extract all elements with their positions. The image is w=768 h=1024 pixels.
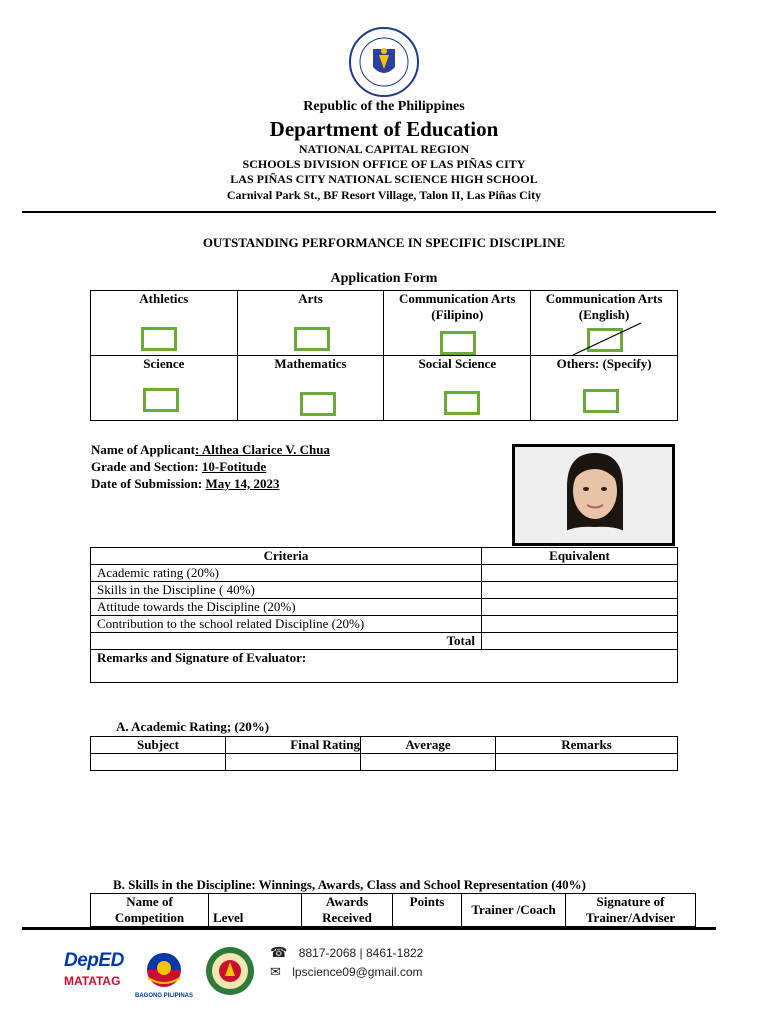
deped-matatag-logo: DepED MATATAG bbox=[64, 950, 124, 988]
subject-cell[interactable] bbox=[91, 754, 226, 771]
applicant-info bbox=[91, 441, 330, 492]
trainer-header: Trainer /Coach bbox=[462, 894, 566, 927]
table-row bbox=[91, 754, 678, 771]
category-table bbox=[90, 290, 678, 421]
points-header: Points bbox=[393, 894, 462, 927]
footer-divider bbox=[22, 927, 716, 930]
final-rating-header: Final Rating bbox=[226, 737, 361, 754]
category-comm-english: Communication Arts (English) bbox=[531, 291, 678, 356]
applicant-name-value: : Althea Clarice V. Chua bbox=[195, 442, 330, 457]
category-others: Others: (Specify) bbox=[531, 356, 678, 421]
submission-date-row: Date of Submission: May 14, 2023 bbox=[91, 476, 280, 491]
table-row: Contribution to the school related Discipline (20%) bbox=[91, 616, 678, 633]
category-social-science: Social Science bbox=[384, 356, 531, 421]
competition-header: Name of Competition bbox=[91, 894, 209, 927]
checkmark-slash-icon bbox=[571, 321, 643, 357]
equivalent-header: Equivalent bbox=[482, 548, 678, 565]
header-divider bbox=[22, 211, 716, 213]
grade-section-value: 10-Fotitude bbox=[201, 459, 267, 474]
athletics-checkbox[interactable] bbox=[141, 327, 177, 351]
address-line: Carnival Park St., BF Resort Village, Talon II, Las Piñas City bbox=[226, 188, 542, 202]
total-cell[interactable] bbox=[482, 633, 678, 650]
grade-section-row: Grade and Section: 10-Fotitude bbox=[91, 459, 267, 474]
category-comm-filipino: Communication Arts (Filipino) bbox=[384, 291, 531, 356]
equivalent-cell[interactable] bbox=[482, 599, 678, 616]
equivalent-cell[interactable] bbox=[482, 582, 678, 599]
applicant-photo bbox=[512, 444, 675, 546]
comm-filipino-checkbox[interactable] bbox=[440, 331, 476, 355]
criteria-table bbox=[90, 547, 678, 683]
phone-number: 8817-2068 | 8461-1822 bbox=[298, 946, 424, 960]
signature-header: Signature of Trainer/Adviser bbox=[566, 894, 696, 927]
category-mathematics: Mathematics bbox=[237, 356, 384, 421]
subject-header: Subject bbox=[91, 737, 226, 754]
school-line: LAS PIÑAS CITY NATIONAL SCIENCE HIGH SCHOOL bbox=[230, 172, 538, 186]
category-science: Science bbox=[91, 356, 238, 421]
section-b-title: B. Skills in the Discipline: Winnings, Awards, Class and School Representation (40%) bbox=[113, 877, 586, 892]
table-row: Academic rating (20%) bbox=[91, 565, 678, 582]
arts-checkbox[interactable] bbox=[294, 327, 330, 351]
academic-rating-table bbox=[90, 736, 678, 771]
submission-date-value: May 14, 2023 bbox=[205, 476, 280, 491]
remarks-header: Remarks bbox=[496, 737, 678, 754]
mathematics-checkbox[interactable] bbox=[300, 392, 336, 416]
average-cell[interactable] bbox=[361, 754, 496, 771]
applicant-name-row: Name of Applicant: Althea Clarice V. Chua bbox=[91, 442, 330, 457]
criteria-header: Criteria bbox=[91, 548, 482, 565]
total-row: Total bbox=[91, 633, 678, 650]
form-subtitle: Application Form bbox=[330, 271, 438, 286]
others-checkbox[interactable] bbox=[583, 389, 619, 413]
division-line: SCHOOLS DIVISION OFFICE OF LAS PIÑAS CITY bbox=[242, 157, 526, 171]
section-a-title: A. Academic Rating; (20%) bbox=[116, 719, 270, 734]
phone-icon: ☎ bbox=[270, 944, 288, 960]
department-title: Department of Education bbox=[269, 117, 499, 141]
average-header: Average bbox=[361, 737, 496, 754]
equivalent-cell[interactable] bbox=[482, 565, 678, 582]
awards-header: Awards Received bbox=[302, 894, 393, 927]
table-row: Attitude towards the Discipline (20%) bbox=[91, 599, 678, 616]
phone-row bbox=[270, 944, 423, 961]
table-row: Skills in the Discipline ( 40%) bbox=[91, 582, 678, 599]
form-title: OUTSTANDING PERFORMANCE IN SPECIFIC DISCIPLINE bbox=[202, 235, 566, 250]
deped-seal-logo bbox=[349, 27, 419, 97]
level-header: Level bbox=[209, 894, 302, 927]
region-line: NATIONAL CAPITAL REGION bbox=[298, 142, 470, 156]
category-arts: Arts bbox=[237, 291, 384, 356]
equivalent-cell[interactable] bbox=[482, 616, 678, 633]
social-science-checkbox[interactable] bbox=[444, 391, 480, 415]
remarks-cell[interactable] bbox=[496, 754, 678, 771]
school-seal-logo bbox=[205, 946, 255, 996]
email-icon: ✉ bbox=[270, 964, 281, 979]
remarks-row: Remarks and Signature of Evaluator: bbox=[91, 650, 678, 683]
final-rating-cell[interactable] bbox=[226, 754, 361, 771]
skills-table bbox=[90, 893, 696, 927]
email-row bbox=[270, 964, 423, 980]
republic-line: Republic of the Philippines bbox=[303, 99, 465, 114]
email-address[interactable]: lpscience09@gmail.com bbox=[292, 965, 423, 979]
category-athletics: Athletics bbox=[91, 291, 238, 356]
bagong-pilipinas-logo: BAGONG PILIPINAS bbox=[134, 948, 194, 1000]
science-checkbox[interactable] bbox=[143, 388, 179, 412]
